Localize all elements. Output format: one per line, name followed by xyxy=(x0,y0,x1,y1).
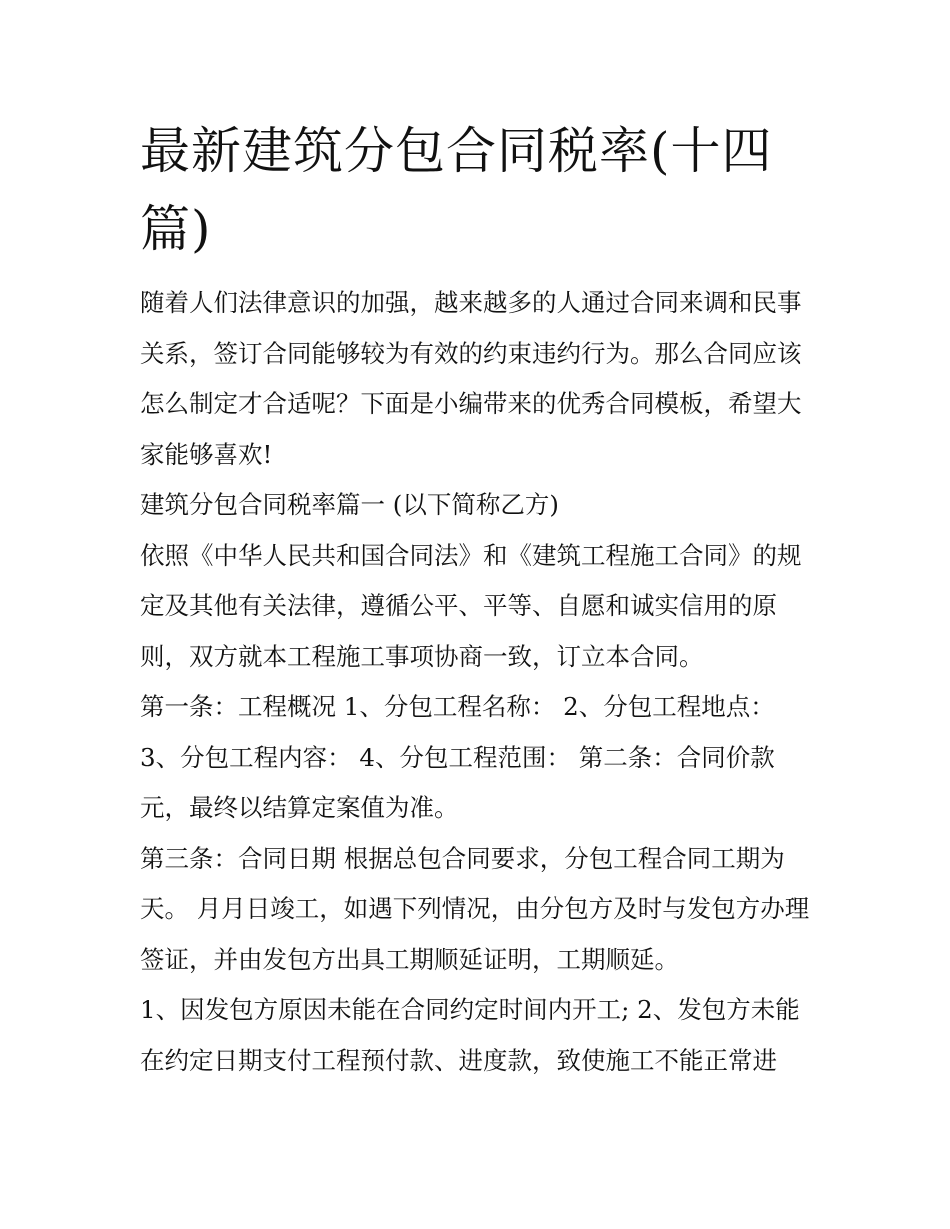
preamble-paragraph: 依照《中华人民共和国合同法》和《建筑工程施工合同》的规定及其他有关法律，遵循公平、平等、自愿和诚实信用的原则，双方就本工程施工事项协商一致，订立本合同。 xyxy=(140,540,802,671)
document-title: 最新建筑分包合同税率(十四篇) xyxy=(140,122,773,258)
article-three-paragraph: 第三条：合同日期 根据总包合同要求，分包工程合同工期为 天。 月月日竣工，如遇下列情况，由分包方及时与发包方办理签证，并由发包方出具工期顺延证明，工期顺延。 xyxy=(140,843,810,974)
intro-paragraph: 随着人们法律意识的加强，越来越多的人通过合同来调和民事关系，签订合同能够较为有效的约束违约行为。那么合同应该怎么制定才合适呢？下面是小编带来的优秀合同模板，希望大家能够喜欢! xyxy=(140,288,802,469)
article-one-paragraph: 第一条：工程概况 1、分包工程名称： 2、分包工程地点： 3、分包工程内容： 4、分包工程范围： 第二条：合同价款 元，最终以结算定案值为准。 xyxy=(140,692,775,822)
section-heading: 建筑分包合同税率篇一 (以下简称乙方) xyxy=(140,490,559,519)
conditions-paragraph: 1、因发包方原因未能在合同约定时间内开工; 2、发包方未能在约定日期支付工程预付款、进度款，致使施工不能正常进 xyxy=(140,995,800,1075)
document-body xyxy=(140,278,820,1086)
